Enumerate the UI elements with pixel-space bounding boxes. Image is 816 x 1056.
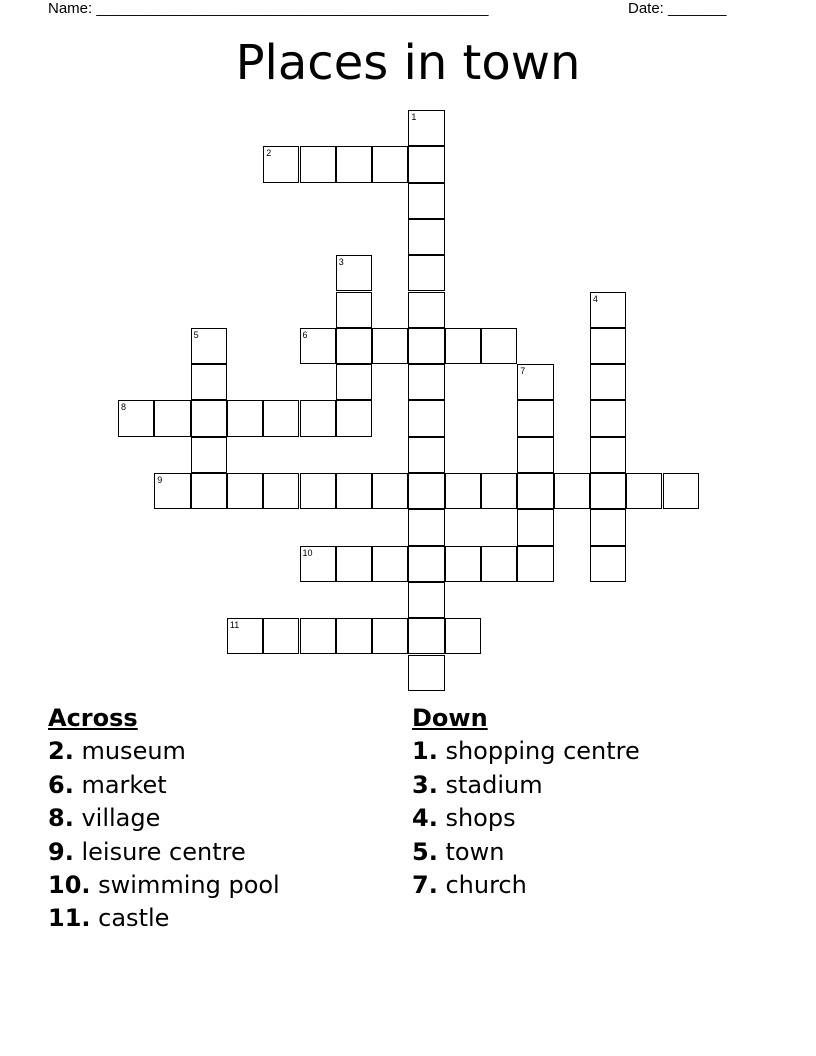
clue-number: 2.: [48, 737, 74, 766]
clue-across-11: [48, 902, 280, 935]
clue-across-6: [48, 769, 280, 802]
down-heading: Down: [412, 704, 488, 732]
across-clues: [48, 702, 280, 936]
crossword-cell[interactable]: [227, 618, 263, 654]
crossword-cell[interactable]: [372, 546, 408, 582]
clue-number: 4.: [412, 804, 438, 833]
crossword-cell[interactable]: [408, 183, 444, 219]
crossword-cell[interactable]: [336, 364, 372, 400]
crossword-cell[interactable]: [336, 328, 372, 364]
clue-down-3: [412, 769, 640, 802]
crossword-cell[interactable]: [481, 546, 517, 582]
crossword-cell[interactable]: [227, 400, 263, 436]
clue-number: 3.: [412, 770, 438, 799]
crossword-cell[interactable]: [408, 437, 444, 473]
crossword-cell[interactable]: [408, 473, 444, 509]
crossword-cell[interactable]: [408, 546, 444, 582]
crossword-cell[interactable]: [408, 509, 444, 545]
date-label: Date: _______: [628, 0, 727, 17]
clue-number: 10.: [48, 871, 91, 900]
clue-text: church: [445, 871, 527, 900]
crossword-cell[interactable]: [263, 473, 299, 509]
crossword-cell[interactable]: [118, 400, 154, 436]
crossword-cell[interactable]: [336, 618, 372, 654]
clue-across-8: [48, 802, 280, 835]
crossword-cell[interactable]: [300, 546, 336, 582]
crossword-cell[interactable]: [590, 473, 626, 509]
crossword-cell[interactable]: [517, 437, 553, 473]
crossword-cell[interactable]: [590, 292, 626, 328]
crossword-cell[interactable]: [336, 146, 372, 182]
cell-number: 7: [520, 366, 526, 377]
crossword-cell[interactable]: [408, 146, 444, 182]
clue-text: swimming pool: [98, 871, 280, 900]
crossword-cell[interactable]: [445, 473, 481, 509]
crossword-cell[interactable]: [372, 473, 408, 509]
cell-number: 9: [157, 475, 163, 485]
crossword-cell[interactable]: [300, 328, 336, 364]
crossword-cell[interactable]: [336, 546, 372, 582]
clue-down-7: [412, 869, 640, 902]
crossword-cell[interactable]: [408, 364, 444, 400]
crossword-cell[interactable]: [300, 473, 336, 509]
clue-down-1: [412, 735, 640, 768]
crossword-cell[interactable]: [590, 509, 626, 545]
crossword-cell[interactable]: [408, 110, 444, 146]
crossword-cell[interactable]: [336, 400, 372, 436]
crossword-cell[interactable]: [481, 328, 517, 364]
clue-text: museum: [81, 737, 186, 766]
clue-number: 8.: [48, 804, 74, 833]
cell-number: 3: [338, 257, 344, 268]
crossword-cell[interactable]: [517, 400, 553, 436]
crossword-cell[interactable]: [408, 655, 444, 691]
crossword-cell[interactable]: [300, 400, 336, 436]
clue-across-10: [48, 869, 280, 902]
crossword-cell[interactable]: [154, 473, 190, 509]
clue-text: shopping centre: [445, 737, 640, 766]
across-heading: Across: [48, 704, 138, 732]
crossword-cell[interactable]: [408, 292, 444, 328]
cell-number: 2: [266, 148, 272, 159]
crossword-cell[interactable]: [300, 618, 336, 654]
crossword-cell[interactable]: [590, 364, 626, 400]
cell-number: 5: [193, 329, 199, 340]
cell-number: 8: [121, 402, 127, 413]
crossword-cell[interactable]: [408, 328, 444, 364]
cell-number: 1: [411, 112, 417, 122]
crossword-cell[interactable]: [517, 509, 553, 545]
crossword-cell[interactable]: [300, 146, 336, 182]
clue-number: 11.: [48, 904, 91, 933]
crossword-cell[interactable]: [263, 146, 299, 182]
name-label: Name: _______________________________________________: [48, 0, 489, 17]
page-title: Places in town: [235, 35, 581, 91]
crossword-cell[interactable]: [590, 546, 626, 582]
crossword-cell[interactable]: [590, 400, 626, 436]
clue-number: 1.: [412, 737, 438, 766]
crossword-cell[interactable]: [445, 546, 481, 582]
crossword-cell[interactable]: [626, 473, 662, 509]
clue-text: shops: [445, 804, 516, 833]
clue-text: village: [81, 804, 161, 833]
clue-number: 7.: [412, 871, 438, 900]
crossword-cell[interactable]: [408, 255, 444, 291]
crossword-cell[interactable]: [408, 618, 444, 654]
crossword-cell[interactable]: [263, 618, 299, 654]
clue-across-9: [48, 836, 280, 869]
crossword-cell[interactable]: [408, 582, 444, 618]
crossword-cell[interactable]: [663, 473, 699, 509]
crossword-cell[interactable]: [408, 219, 444, 255]
crossword-cell[interactable]: [372, 328, 408, 364]
crossword-cell[interactable]: [227, 473, 263, 509]
crossword-cell[interactable]: [445, 618, 481, 654]
crossword-cell[interactable]: [481, 473, 517, 509]
cell-number: 10: [302, 547, 313, 558]
crossword-cell[interactable]: [191, 437, 227, 473]
crossword-cell[interactable]: [445, 328, 481, 364]
crossword-cell[interactable]: [191, 364, 227, 400]
crossword-cell[interactable]: [154, 400, 190, 436]
clue-number: 6.: [48, 770, 74, 799]
clue-number: 5.: [412, 837, 438, 866]
cell-number: 6: [302, 329, 308, 340]
crossword-cell[interactable]: [590, 437, 626, 473]
clue-text: stadium: [445, 770, 543, 799]
crossword-cell[interactable]: [590, 328, 626, 364]
crossword-cell[interactable]: [191, 400, 227, 436]
clue-text: market: [81, 770, 167, 799]
cell-number: 4: [592, 293, 598, 304]
clue-down-4: [412, 802, 640, 835]
crossword-cell[interactable]: [372, 146, 408, 182]
crossword-cell[interactable]: [372, 618, 408, 654]
clue-text: castle: [98, 904, 170, 933]
clue-text: leisure centre: [81, 837, 246, 866]
crossword-cell[interactable]: [336, 473, 372, 509]
crossword-cell[interactable]: [191, 473, 227, 509]
crossword-cell[interactable]: [336, 255, 372, 291]
clue-text: town: [445, 837, 505, 866]
clue-number: 9.: [48, 837, 74, 866]
crossword-cell[interactable]: [336, 292, 372, 328]
crossword-cell[interactable]: [263, 400, 299, 436]
crossword-cell[interactable]: [554, 473, 590, 509]
cell-number: 11: [229, 620, 240, 631]
crossword-cell[interactable]: [517, 473, 553, 509]
crossword-cell[interactable]: [408, 400, 444, 436]
crossword-cell[interactable]: [191, 328, 227, 364]
crossword-cell[interactable]: [517, 364, 553, 400]
down-clues: [412, 702, 640, 902]
clue-down-5: [412, 836, 640, 869]
clue-across-2: [48, 735, 280, 768]
crossword-cell[interactable]: [517, 546, 553, 582]
